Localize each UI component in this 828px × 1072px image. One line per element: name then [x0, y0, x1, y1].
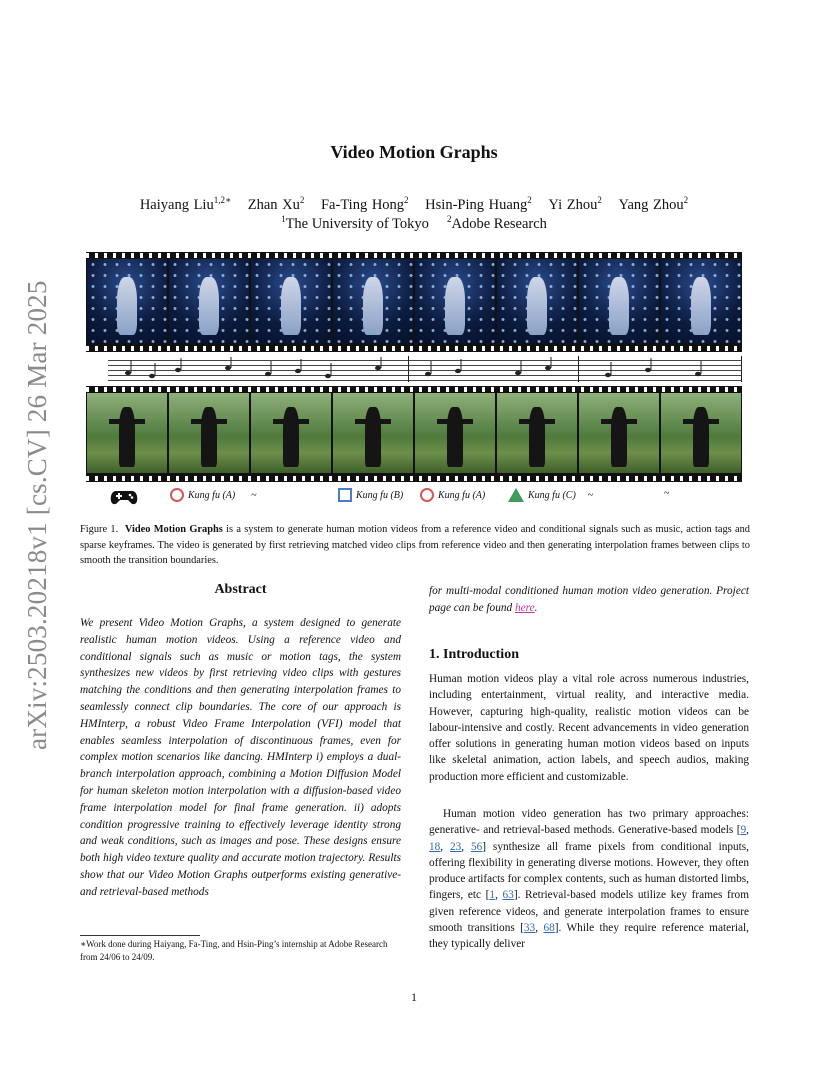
figure-legend	[106, 488, 746, 508]
legend-item: Kung fu (C) ~	[508, 488, 593, 502]
film-perforation	[86, 387, 742, 392]
citation-link[interactable]: 33	[523, 922, 536, 935]
page-number: 1	[411, 990, 417, 1004]
citation-link[interactable]: 56	[471, 840, 483, 853]
affiliations	[0, 214, 828, 233]
video-frame	[169, 393, 249, 473]
abstract-heading: Abstract	[214, 582, 267, 597]
intro-paragraph: Human motion videos play a vital role across numerous industries, including entertainment, virtual reality, and interactive media. However, capturing high-quality, realistic motion videos can be labour-intensive and costly. Recent advancements in video generation offer solutions in generating human motion videos based on inputs like skeletal animation, action labels, and speech audios, making production more efficient and customizable.	[429, 673, 749, 783]
video-frame	[251, 393, 331, 473]
gamepad-icon	[110, 488, 138, 506]
author-list	[0, 195, 828, 214]
video-frame	[579, 393, 659, 473]
footnote-rule	[80, 935, 200, 936]
author: Haiyang Liu$^{1,2∗}$	[139, 195, 232, 213]
author: Hsin-Ping Huang$^2$	[425, 195, 532, 213]
film-perforation	[86, 476, 742, 481]
teaser-figure	[86, 252, 742, 501]
intro-paragraph: Human motion video generation has two primary approaches: generative- and retrieval-based methods. Generative-based models [9, 18, 23, 56] synthesize all frame pixels from conditional inputs, offering flexibility in generating diverse motions. However, they often produce artifacts for complex contents, such as human distorted limbs, fingers, etc [1, 63]. Retrieval-based models utilize key frames from given reference videos, and generate interpolation frames to ensure smooth transitions [33, 68]. While they require reference material, they typically deliver	[429, 808, 750, 951]
video-frame	[415, 259, 495, 343]
video-frame	[251, 259, 331, 343]
legend-item: ~	[664, 488, 670, 499]
project-page-link[interactable]: here	[514, 601, 535, 614]
video-frame	[497, 259, 577, 343]
video-frame	[333, 259, 413, 343]
author: Zhan Xu$^2$	[247, 195, 305, 213]
film-strip-dance	[86, 252, 742, 352]
abstract-text: We present Video Motion Graphs, a system designed to generate realistic human motion videos. Using a reference video and conditional signals such as music or motion tags, the system synthesizes new videos by first retrieving video clips with gestures matching the conditions and then generating interpolation frames to seamlessly connect clip boundaries. The core of our approach is HMInterp, a robust Video Frame Interpolation (VFI) model that enables seamless interpolation of discontinuous frames, even for complex motion scenarios like dancing. HMInterp i) employs a dual-branch interpolation approach, combining a Motion Diffusion Model for human skeleton motion interpolation with a diffusion-based video frame interpolation model for final frame generation. ii) adopts condition progressive training to effectively leverage identity strong and weak conditions, such as images and pose. These designs ensure both high video texture quality and accurate motion trajectory. Results show that our Video Motion Graphs outperforms existing generative- and retrieval-based methods	[80, 617, 401, 898]
circle-icon	[420, 488, 434, 502]
figure-caption: Figure 1. Video Motion Graphs is a system to generate human motion videos from a reference video and conditional signals such as music, action tags and sparse keyframes. The video is generated by first retrieving matched video clips from reference video and then generating interpolation frames between clips to smooth the transition boundaries.	[80, 524, 750, 566]
affiliation: $^1$The University of Tokyo	[281, 214, 429, 232]
video-frame	[579, 259, 659, 343]
video-frame	[661, 393, 741, 473]
video-frame	[415, 393, 495, 473]
citation-link[interactable]: 68	[543, 922, 555, 935]
abstract-continued: for multi-modal conditioned human motion video generation. Project page can be found here.	[429, 585, 749, 614]
citation-link[interactable]: 63	[502, 889, 514, 902]
author: Fa-Ting Hong$^2$	[320, 195, 409, 213]
legend-item: Kung fu (A)	[420, 488, 485, 502]
legend-item: Kung fu (B)	[338, 488, 403, 502]
film-strip-kungfu	[86, 386, 742, 482]
square-icon	[338, 488, 352, 502]
legend-item	[110, 488, 138, 506]
author: Yang Zhou$^2$	[618, 195, 689, 213]
video-frame	[661, 259, 741, 343]
section-heading: 1. Introduction	[429, 647, 519, 662]
affiliation: $^2$Adobe Research	[447, 214, 547, 232]
circle-icon	[170, 488, 184, 502]
video-frame	[497, 393, 577, 473]
citation-link[interactable]: 23	[450, 840, 462, 853]
video-frame	[333, 393, 413, 473]
music-staff	[108, 356, 742, 382]
video-frame	[169, 259, 249, 343]
legend-item: Kung fu (A) ~	[170, 488, 257, 502]
music-notes-icon	[108, 356, 742, 382]
triangle-icon	[508, 488, 524, 502]
film-perforation	[86, 346, 742, 351]
citation-link[interactable]: 18	[429, 840, 441, 853]
video-frame	[87, 259, 167, 343]
arxiv-identifier: arXiv:2503.20218v1 [cs.CV] 26 Mar 2025	[22, 280, 52, 750]
video-frame	[87, 393, 167, 473]
film-perforation	[86, 253, 742, 258]
citation-link[interactable]: 1	[489, 889, 496, 902]
citation-link[interactable]: 9	[740, 824, 747, 837]
arxiv-sidebar	[22, 280, 62, 750]
author: Yi Zhou$^2$	[548, 195, 602, 213]
footnote: ∗Work done during Haiyang, Fa-Ting, and Hsin-Ping’s internship at Adobe Research from 24/06 to 24/09.	[80, 939, 388, 962]
paper-title: Video Motion Graphs	[330, 142, 498, 162]
